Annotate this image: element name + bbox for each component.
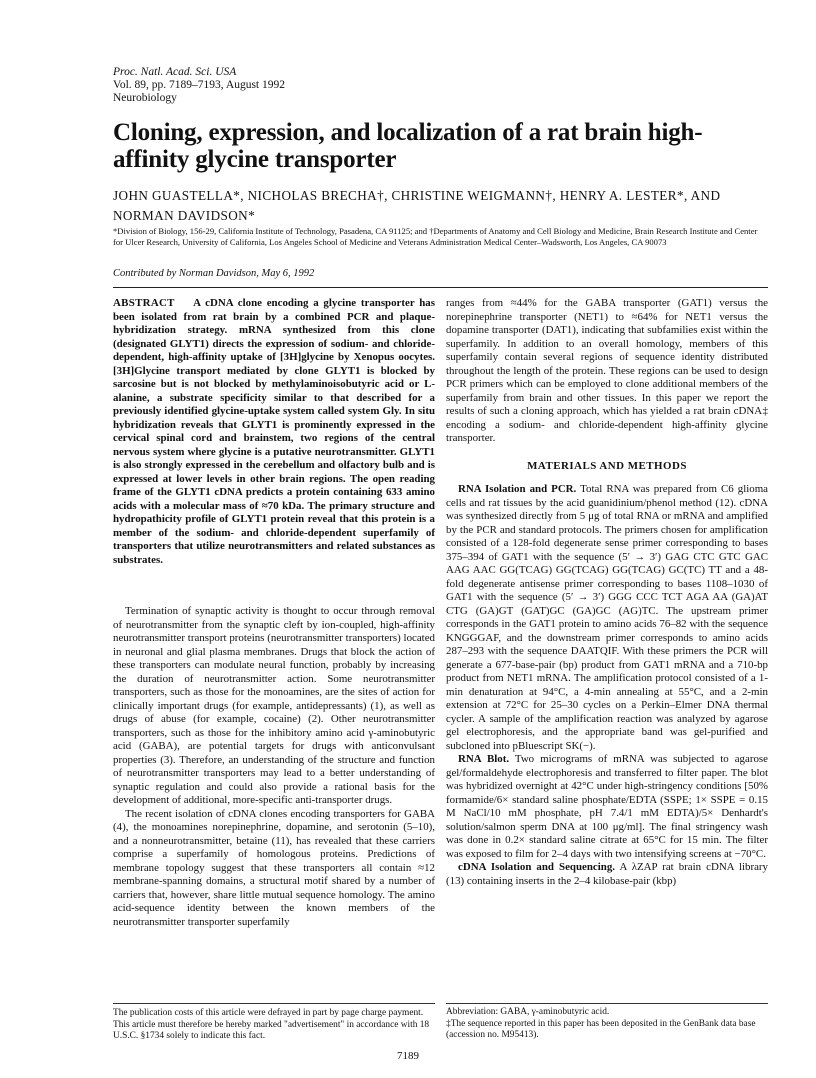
page-number: 7189 [397, 1050, 419, 1062]
intro-continuation: ranges from ≈44% for the GABA transporter (GAT1) versus the norepinephrine transporter (NET1) to ≈64% for NET1 versus the dopamine transporter (DAT1), indicating that subfamilies exist within the superfamily. In addition to an overall homology, members of this superfamily contain several regions of sequence identity distributed throughout the length of the protein. These regions can be used to design PCR primers which can be employed to clone additional members of the superfamily from brain and other tissues. In this paper we report the results of such a cloning approach, which has yielded a rat brain cDNA‡ encoding a sodium- and chloride-dependent high-affinity glycine transporter. [446, 297, 768, 444]
right-column [446, 297, 768, 888]
contributed-by: Contributed by Norman Davidson, May 6, 1992 [113, 268, 315, 279]
rna-pcr-text: Total RNA was prepared from C6 glioma cells and rat tissues by the acid guanidinium/phenol method (12). cDNA was synthesized directly from 5 μg of total RNA or mRNA and amplified by the PCR and standard protocols. The primers chosen for amplification consisted of a 128-fold degenerate sense primer corresponding to bases 375–394 of GAT1 with the sequence (5′ → 3′) GAG CTC GTC GAC AAG AAC GG(TCAG) GG(TCAG) GG(TCAG) GC(TC) TT and a 48-fold degenerate antisense primer corresponding to bases 1108–1030 of GAT1 with the sequence (5′ → 3′) GGG CCC TCT AGA AA (GA)AT CTG (GA)GT (GAT)GC (GA)GC (AG)TC. The upstream primer corresponds in the GAT1 protein to amino acids 76–82 with the sequence KNGGGAF, and the downstream primer corresponds to amino acids 287–293 with the sequence DAATQIF. With these primers the PCR will generate a 677-base-pair (bp) product from GAT1 mRNA and a 710-bp product from NET1 mRNA. The amplification protocol consisted of a 1-min denaturation at 94°C, a 4-min annealing at 55°C, and a 2-min extension at 72°C for 25–30 cycles on a Perkin–Elmer DNA thermal cycler. A sample of the amplification reaction was analyzed by agarose gel electrophoresis, and the appropriate band was gel-purified and subcloned into pBluescript SK(−). [446, 483, 769, 752]
author-list: JOHN GUASTELLA*, NICHOLAS BRECHA†, CHRISTINE WEIGMANN†, HENRY A. LESTER*, AND NORMAN DAVIDSON* [113, 188, 721, 223]
footnote-divider-right [446, 1003, 768, 1004]
footnote-divider-left [113, 1003, 435, 1004]
abstract-heading: ABSTRACT [113, 297, 175, 309]
journal-header [113, 66, 285, 105]
paper-title: Cloning, expression, and localization of a rat brain high-affinity glycine transporter [113, 119, 703, 173]
affiliations: *Division of Biology, 156-29, California Institute of Technology, Pasadena, CA 91125; and †Departments of Anatomy and Cell Biology and Medicine, Brain Research Institute and Center for Ulcer Research, University of California, Los Angeles School of Medicine and Veterans Administration Medical Center–Wadsworth, Los Angeles, CA 90073 [113, 226, 758, 247]
abstract [113, 297, 435, 567]
cdna-paragraph [446, 861, 768, 888]
rna-blot-text: Two micrograms of mRNA was subjected to agarose gel/formaldehyde electrophoresis and transferred to filter paper. The blot was hybridized overnight at 42°C under high-stringency conditions [50% formamide/6× standard saline phosphate/EDTA (SSPE; 1× SSPE = 0.15 M NaCl/10 mM phosphate, pH 7.4/1 mM EDTA)/5× Denhardt's solution/salmon sperm DNA at 100 μg/ml]. The final stringency wash was done in 0.2× standard saline citrate at 65°C for 15 min. The filter was exposed to film for 2–4 days with two intensifying screens at −70°C. [446, 753, 768, 860]
intro-paragraph-2: The recent isolation of cDNA clones encoding transporters for GABA (4), the monoamines norepinephrine, dopamine, and serotonin (5–10), and a nonneurotransmitter, betaine (11), has revealed that these carriers comprise a superfamily of homologous proteins. Predictions of membrane topology suggest that these transporters all contain ≈12 membrane-spanning domains, a structural motif shared by a number of carriers that, however, share little mutual sequence homology. The amino acid-sequence identity between the known members of the neurotransmitter transporter superfamily [113, 807, 435, 928]
intro-paragraph-1: Termination of synaptic activity is thought to occur through removal of neurotransmitter from the synaptic cleft by ion-coupled, high-affinity neurotransmitter transport proteins (neurotransmitter transporters) located in neuronal and glial plasma membranes. Drugs that block the action of these transporters can modulate neural function, probably by increasing the duration of neurotransmitter action. Some neurotransmitter transporters, such as those for the monoamines, are the sites of action for clinically important drugs (for example, antidepressants) (1), as well as drugs of abuse (for example, cocaine) (2). Other neurotransmitter transporters, such as those for the inhibitory amino acid γ-aminobutyric acid (GABA), are potential targets for drugs with anticonvulsant properties (3). Therefore, an understanding of the structure and function of neurotransmitter transporters may lead to a better understanding of synaptic regulation and could also provide a rational basis for the development of additional, more-specific anti-transporter drugs. [113, 605, 435, 806]
abstract-text: A cDNA clone encoding a glycine transporter has been isolated from rat brain by a combined PCR and plaque-hybridization strategy. mRNA synthesized from this clone (designated GLYT1) directs the expression of sodium- and chloride-dependent, high-affinity uptake of [3H]glycine by Xenopus oocytes. [3H]Glycine transport mediated by clone GLYT1 is blocked by sarcosine but is not blocked by methylaminoisobutyric acid or L-alanine, a substrate specificity similar to that described for a previously identified glycine-uptake system called system Gly. In situ hybridization reveals that GLYT1 is prominently expressed in the cervical spinal cord and brainstem, two regions of the central nervous system where glycine is a putative neurotransmitter. GLYT1 is also strongly expressed in the cerebellum and olfactory bulb and is expressed at lower levels in other brain regions. The open reading frame of the GLYT1 cDNA predicts a protein containing 633 amino acids with a molecular mass of ≈70 kDa. The primary structure and hydropathicity profile of GLYT1 protein reveal that this protein is a member of the sodium- and chloride-dependent superfamily of transporters that utilize neurotransmitters and related substances as substrates. [113, 297, 435, 566]
section-heading-methods: MATERIALS AND METHODS [527, 459, 687, 472]
cdna-text: A λZAP rat brain cDNA library (13) containing inserts in the 2–4 kilobase-pair (kbp) [446, 861, 769, 887]
introduction [113, 605, 435, 929]
publication-cost-footnote: The publication costs of this article were defrayed in part by page charge payment. This article must therefore be hereby marked "advertisement" in accordance with 18 U.S.C. §1734 solely to indicate this fact. [113, 1008, 430, 1041]
journal-name: Proc. Natl. Acad. Sci. USA [113, 66, 237, 78]
journal-volume: Vol. 89, pp. 7189–7193, August 1992 [113, 79, 285, 91]
sequence-deposit-note: ‡The sequence reported in this paper has been deposited in the GenBank data base (accession no. M95413). [446, 1018, 756, 1040]
abbreviation-text: Abbreviation: GABA, γ-aminobutyric acid. [446, 1007, 610, 1017]
rna-pcr-paragraph [446, 483, 768, 753]
rna-blot-heading: RNA Blot. [458, 753, 510, 765]
journal-section: Neurobiology [113, 92, 177, 104]
rna-pcr-heading: RNA Isolation and PCR. [458, 483, 577, 495]
cdna-heading: cDNA Isolation and Sequencing. [458, 861, 615, 873]
header-divider [113, 287, 768, 288]
abbreviation-footnote [446, 1007, 768, 1042]
rna-blot-paragraph [446, 753, 768, 861]
